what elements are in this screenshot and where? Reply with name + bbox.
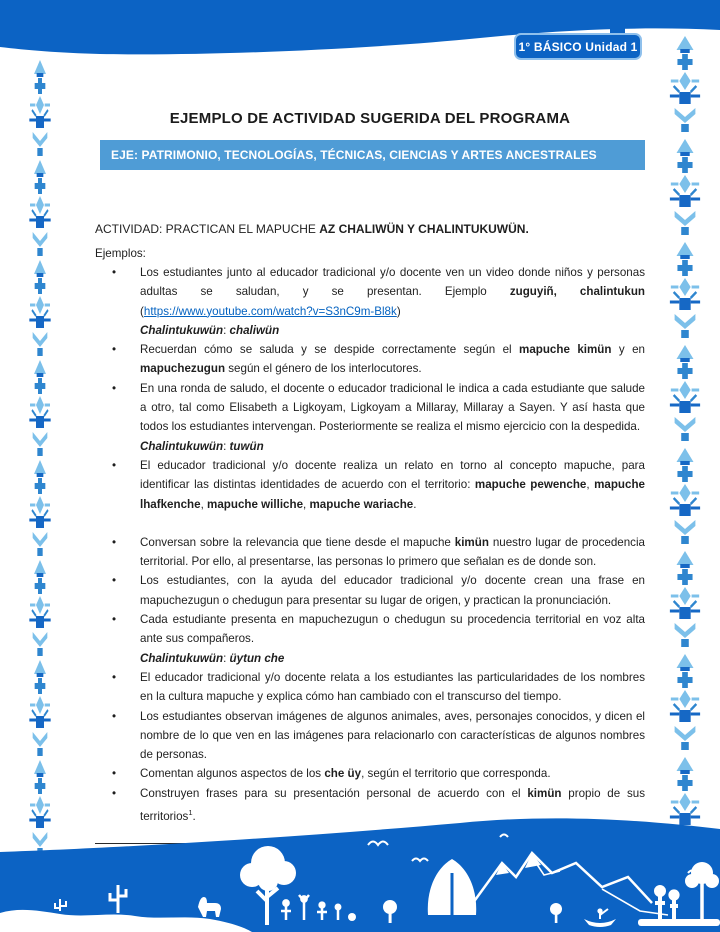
text-segment: mapuche wariache xyxy=(309,497,414,511)
text-segment: : xyxy=(223,651,230,665)
list-item xyxy=(95,379,645,437)
list-item-text xyxy=(140,456,645,514)
text-segment: üytun che xyxy=(229,651,285,665)
text-segment: chaliwün xyxy=(229,323,280,337)
bullet-marker: • xyxy=(112,574,117,588)
text-segment: El educador tradicional y/o docente relata a los estudiantes las particularidades de los nombres en la cultura mapuche y explica cómo han cambiado con el transcurso del tiempo. xyxy=(140,670,645,704)
list-item xyxy=(95,610,645,649)
bullet-marker: • xyxy=(112,535,117,549)
bullet-marker: • xyxy=(112,670,117,684)
text-segment: ACTIVIDAD: PRACTICAN EL MAPUCHE xyxy=(95,222,320,236)
text-segment: , xyxy=(586,478,595,492)
activity-line xyxy=(95,222,645,236)
document-content xyxy=(95,100,645,864)
right-border-ornament xyxy=(668,34,702,858)
text-segment: Los estudiantes, con la ayuda del educador tradicional y/o docente crean una frase en mapuchezugun o chedugun para presentar su lugar de origen, y practican la pronunciación. xyxy=(140,574,645,607)
text-segment: mapuche kimün xyxy=(519,343,612,357)
text-segment: En una ronda de saludo, el docente o educador tradicional le indica a cada estudiante que salude a otro, tal como Elisabeth a Ligkoyam, Ligkoyam a Millaray, Millaray a Sayen. Y así hasta que todos los estudiantes intervengan. Posteriormente se realiza el mismo ejercicio con la despedida. xyxy=(140,381,645,434)
text-segment: AZ CHALIWÜN Y CHALINTUKUWÜN xyxy=(319,222,526,236)
text-segment: mapuche williche xyxy=(207,497,304,511)
text-segment: , según el territorio que corresponda. xyxy=(361,767,551,781)
list-spacer xyxy=(95,514,645,533)
unit-badge: 1° BÁSICO Unidad 1 xyxy=(514,33,642,60)
bullet-marker: • xyxy=(112,266,117,279)
text-segment: tuwün xyxy=(229,439,264,453)
text-segment: , xyxy=(200,497,208,511)
page-title: EJEMPLO DE ACTIVIDAD SUGERIDA DEL PROGRAMA xyxy=(169,110,571,127)
list-item-text xyxy=(140,707,645,765)
bullet-marker: • xyxy=(112,343,117,357)
list-item-text xyxy=(140,379,645,437)
list-item xyxy=(140,437,645,456)
text-segment: . xyxy=(413,497,417,511)
bullet-marker: • xyxy=(112,613,117,627)
text-segment: che üy xyxy=(324,767,362,781)
text-segment: Comentan algunos aspectos de los xyxy=(140,767,325,781)
list-item-text xyxy=(140,668,645,707)
list-item-text xyxy=(140,533,645,572)
list-item xyxy=(140,321,645,340)
list-item xyxy=(95,263,645,321)
bullet-marker: • xyxy=(112,709,117,723)
text-segment: mapuche pewenche xyxy=(474,478,587,492)
text-segment: El educador tradicional y/o docente realiza un relato en torno al concepto mapuche, para identificar las distintas identidades de acuerdo con el territorio: xyxy=(140,458,645,492)
text-segment: Los estudiantes observan imágenes de algunos animales, aves, personajes conocidos, y dicen el nombre de lo que ven en las imágenes para relacionarlo con características de algunos nombres de personas. xyxy=(140,709,645,762)
text-segment: ) xyxy=(396,304,401,318)
text-segment: nuestro lugar de procedencia territorial. Por ello, al presentarse, las personas lo primero que señalan es de donde son. xyxy=(140,535,646,569)
text-segment: según el género de los interlocutores. xyxy=(225,362,422,376)
text-segment: Recuerdan cómo se saluda y se despide correctamente según el xyxy=(140,343,520,357)
list-item xyxy=(95,571,645,610)
text-segment: . xyxy=(525,222,529,236)
youtube-link[interactable]: https://www.youtube.com/watch?v=S3nC9m-Bl8k xyxy=(143,304,397,318)
text-segment: . xyxy=(192,809,196,823)
footer-landscape-illustration xyxy=(0,815,720,932)
text-segment: : xyxy=(223,323,230,337)
list-item-text xyxy=(140,321,645,340)
text-segment: : xyxy=(223,439,230,453)
list-item xyxy=(140,649,645,668)
text-segment: Construyen frases para su presentación personal de acuerdo con el xyxy=(140,786,528,800)
text-segment: Chalintukuwün xyxy=(140,651,224,665)
text-segment: ( xyxy=(140,304,144,318)
list-item xyxy=(95,456,645,514)
text-segment: Conversan sobre la relevancia que tiene desde el mapuche xyxy=(140,535,455,549)
list-item xyxy=(95,764,645,783)
list-item-text xyxy=(140,649,645,668)
text-segment: propio de sus territorios xyxy=(140,786,645,823)
text-segment: mapuchezugun xyxy=(140,362,226,376)
text-segment: 1 xyxy=(188,808,193,818)
list-item-text xyxy=(140,610,645,649)
activity-list xyxy=(95,263,645,826)
list-item-text xyxy=(140,437,645,456)
list-item xyxy=(95,533,645,572)
bullet-marker: • xyxy=(112,767,117,781)
bullet-marker: • xyxy=(112,458,117,472)
list-item-text xyxy=(140,571,645,610)
list-item-text xyxy=(140,263,645,321)
left-border-ornament xyxy=(28,58,52,858)
text-segment: kimün xyxy=(454,535,489,549)
bullet-marker: • xyxy=(112,786,117,800)
bullet-marker: • xyxy=(112,381,117,395)
text-segment: kimün xyxy=(527,786,562,800)
text-segment: y en xyxy=(611,343,646,357)
text-segment: zuguyiñ, chalintukun xyxy=(509,285,645,299)
examples-label: Ejemplos: xyxy=(95,247,146,260)
text-segment: Cada estudiante presenta en mapuchezugun o chedugun su procedencia territorial en voz alta ante sus compañeros. xyxy=(140,613,645,646)
list-item-text xyxy=(140,340,645,379)
list-item-text xyxy=(140,764,645,783)
text-segment: Chalintukuwün xyxy=(140,439,224,453)
text-segment: mapuche lhafkenche xyxy=(140,478,645,511)
eje-banner: EJE: PATRIMONIO, TECNOLOGÍAS, TÉCNICAS, CIENCIAS Y ARTES ANCESTRALES xyxy=(100,140,645,170)
list-item xyxy=(95,707,645,765)
text-segment: Los estudiantes junto al educador tradicional y/o docente ven un video donde niños y personas adultas se saludan, y se presentan. Ejemplo xyxy=(140,266,645,299)
text-segment: Chalintukuwün xyxy=(140,323,224,337)
list-item xyxy=(95,668,645,707)
list-item xyxy=(95,340,645,379)
text-segment: , xyxy=(303,497,310,511)
